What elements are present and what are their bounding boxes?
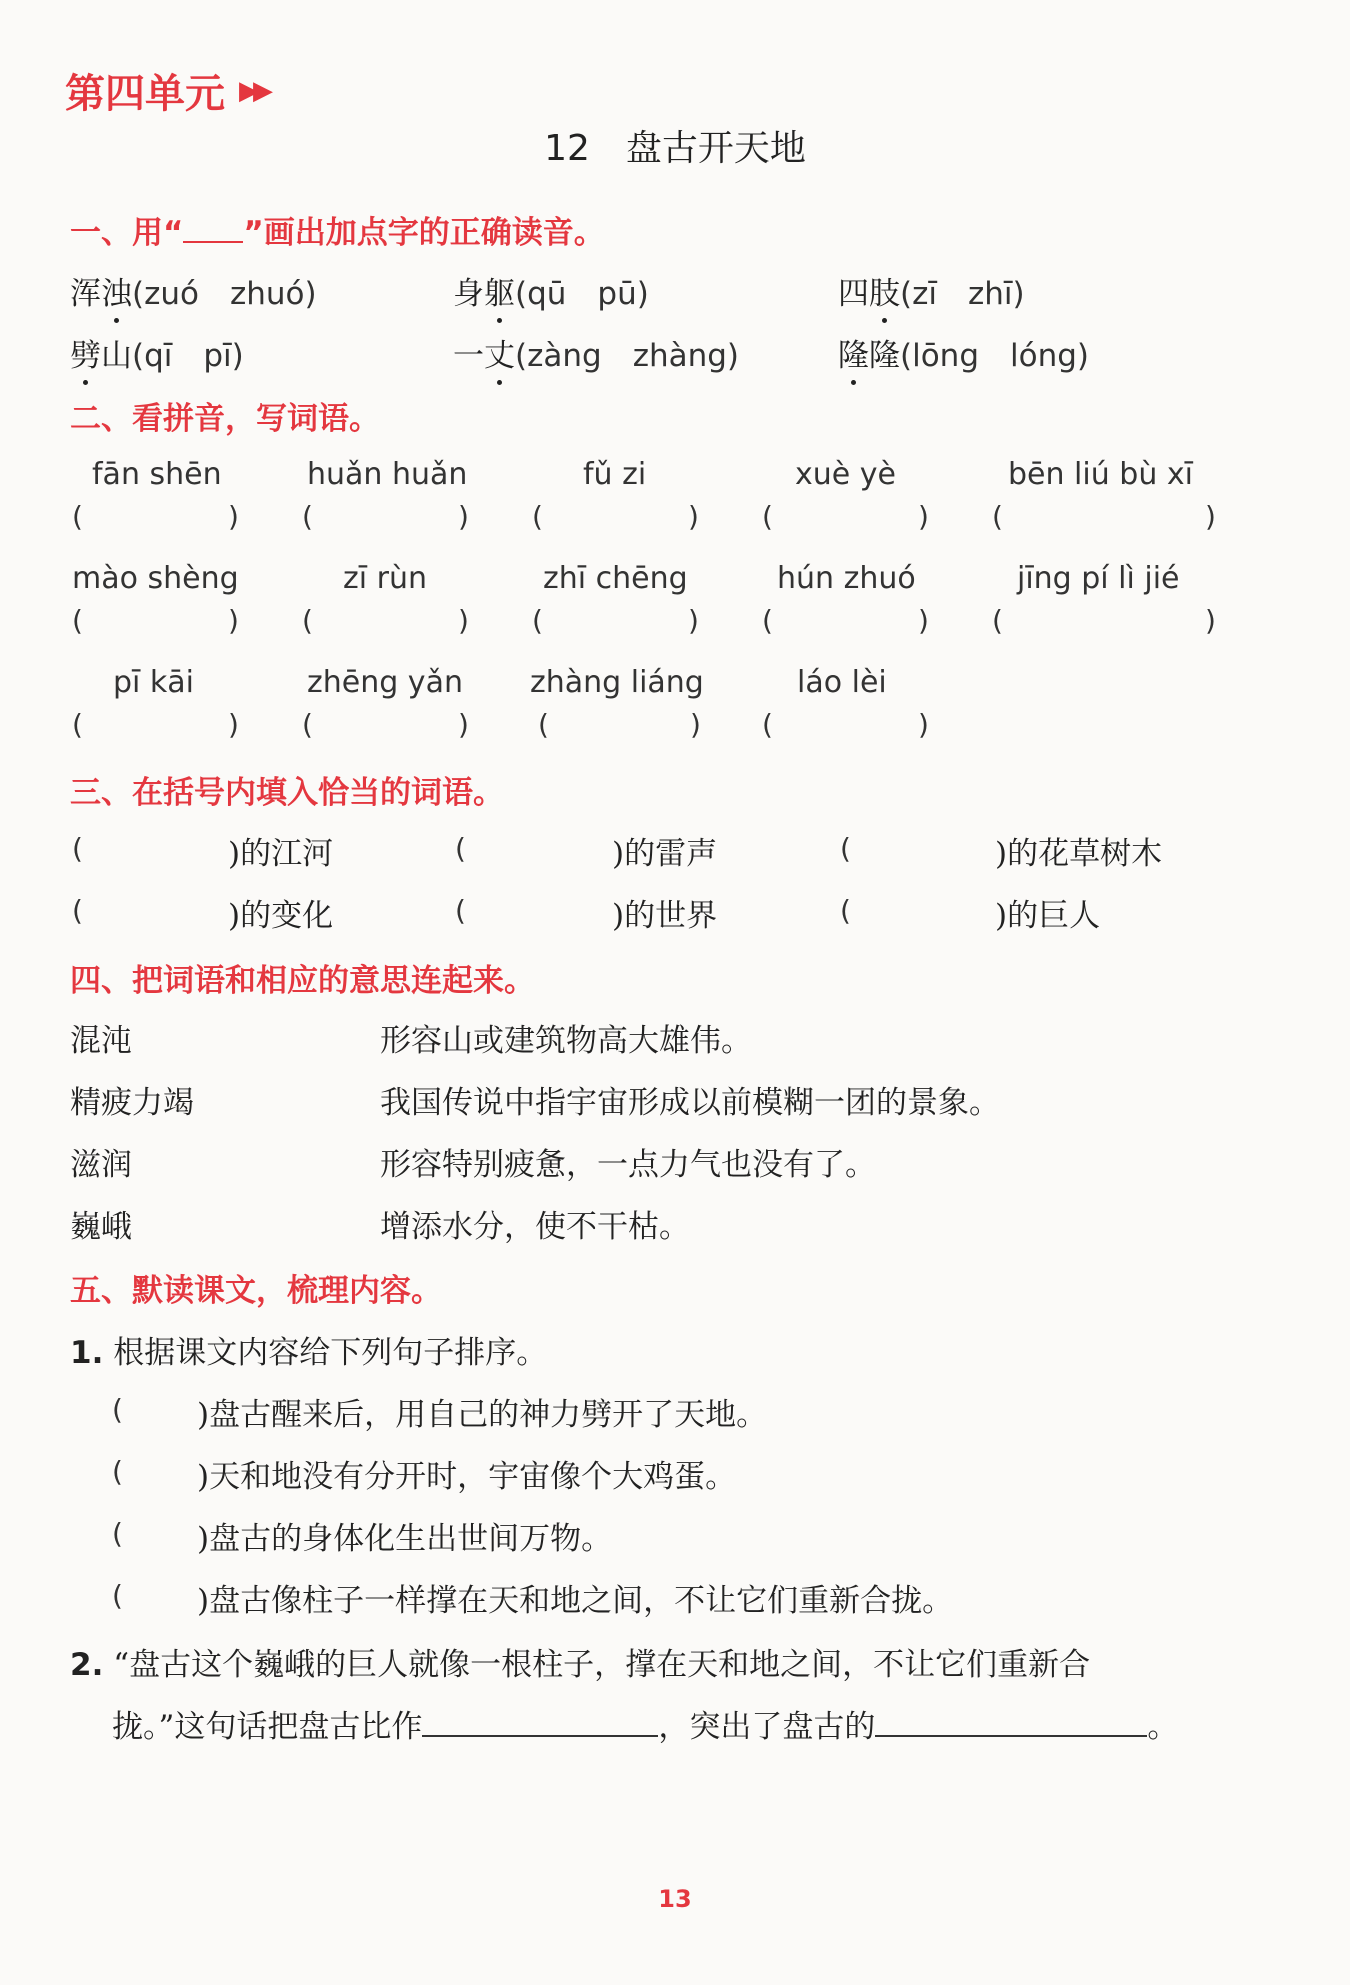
answer-paren-close: ) [458,708,469,741]
answer-paren-close: ) [1205,604,1216,637]
answer-paren-open[interactable]: ( [992,604,1003,637]
match-meaning[interactable]: 形容山或建筑物高大雄伟。 [380,1023,752,1059]
double-arrow-icon: ▶▶ [239,75,267,106]
dotted-char: 肢 [869,268,900,313]
pinyin-word: hún zhuó [777,561,916,596]
fill-paren-open[interactable]: ( [72,832,83,865]
unit-label [65,62,267,119]
answer-paren-open[interactable]: ( [992,500,1003,533]
question-1: 1. 根据课文内容给下列句子排序。 [70,1335,548,1371]
pinyin-word: pī kāi [113,665,195,700]
section3-heading: 三、在括号内填入恰当的词语。 [70,775,504,811]
answer-paren-open[interactable]: ( [72,500,83,533]
fill-paren-open[interactable]: ( [455,832,466,865]
order-paren[interactable]: ( [112,1455,123,1488]
order-paren[interactable]: ( [112,1393,123,1426]
lesson-title-text: 盘古开天地 [625,128,806,169]
dotted-char: 劈 [70,330,101,375]
pinyin-word: zī rùn [343,561,427,596]
answer-blank[interactable] [422,1705,658,1737]
reading-item: 浑浊(zuó zhuó) [70,268,317,313]
section1-heading: 一、用“ ”画出加点字的正确读音。 [70,215,605,251]
match-meaning[interactable]: 形容特别疲惫，一点力气也没有了。 [380,1147,876,1183]
match-meaning[interactable]: 增添水分，使不干枯。 [380,1209,690,1245]
pinyin-word: mào shèng [72,561,239,596]
reading-item: 一丈(zàng zhàng) [453,330,739,375]
fill-item: )的雷声 [612,836,718,872]
order-paren[interactable]: ( [112,1579,123,1612]
answer-paren-close: ) [918,708,929,741]
page-number: 13 [658,1885,692,1913]
fill-item: )的江河 [228,836,334,872]
pinyin-word: fǔ zi [583,457,647,492]
answer-paren-close: ) [228,604,239,637]
answer-blank[interactable] [875,1705,1147,1737]
answer-paren-close: ) [458,500,469,533]
fill-paren-open[interactable]: ( [72,894,83,927]
pinyin-word: huǎn huǎn [307,457,468,492]
match-word[interactable]: 精疲力竭 [70,1085,194,1121]
dotted-char: 浊 [101,268,132,313]
answer-paren-close: ) [1205,500,1216,533]
order-item: )盘古的身体化生出世间万物。 [197,1521,613,1557]
reading-item: 四肢(zī zhī) [838,268,1025,313]
answer-paren-close: ) [228,708,239,741]
answer-paren-open[interactable]: ( [72,604,83,637]
order-item: )盘古醒来后，用自己的神力劈开了天地。 [197,1397,768,1433]
fill-item: )的变化 [228,898,334,934]
section4-heading: 四、把词语和相应的意思连起来。 [70,963,535,999]
fill-paren-open[interactable]: ( [455,894,466,927]
section5-heading: 五、默读课文，梳理内容。 [70,1273,442,1309]
pinyin-word: xuè yè [795,457,896,492]
answer-paren-close: ) [918,500,929,533]
match-meaning[interactable]: 我国传说中指宇宙形成以前模糊一团的景象。 [380,1085,1000,1121]
dotted-char: 丈 [484,330,515,375]
pinyin-word: zhàng liáng [530,665,704,700]
pinyin-word: zhī chēng [543,561,688,596]
order-paren[interactable]: ( [112,1517,123,1550]
section2-heading: 二、看拼音，写词语。 [70,401,380,437]
pinyin-word: zhēng yǎn [307,665,463,700]
answer-paren-open[interactable]: ( [538,708,549,741]
answer-paren-close: ) [918,604,929,637]
pinyin-word: jīng pí lì jié [1017,561,1180,596]
heading-blank [183,217,243,243]
match-word[interactable]: 混沌 [70,1023,132,1059]
reading-item: 身躯(qū pū) [453,268,649,313]
answer-paren-open[interactable]: ( [302,708,313,741]
pinyin-word: fān shēn [92,457,222,492]
answer-paren-open[interactable]: ( [762,500,773,533]
pinyin-word: láo lèi [797,665,887,700]
answer-paren-open[interactable]: ( [532,500,543,533]
lesson-title [0,120,1350,171]
answer-paren-close: ) [690,708,701,741]
dotted-char: 隆 [838,330,869,375]
answer-paren-open[interactable]: ( [302,500,313,533]
answer-paren-open[interactable]: ( [302,604,313,637]
match-word[interactable]: 巍峨 [70,1209,132,1245]
question-2-line2: 拢。”这句话把盘古比作 ，突出了盘古的 。 [112,1701,1178,1746]
answer-paren-open[interactable]: ( [72,708,83,741]
reading-item: 劈山(qī pī) [70,330,244,375]
answer-paren-close: ) [688,500,699,533]
fill-item: )的巨人 [995,898,1101,934]
dotted-char: 躯 [484,268,515,313]
answer-paren-close: ) [228,500,239,533]
unit-label-text: 第四单元 [65,71,225,117]
match-word[interactable]: 滋润 [70,1147,132,1183]
question-2-line1: 2. “盘古这个巍峨的巨人就像一根柱子，撑在天和地之间，不让它们重新合 [70,1647,1091,1683]
answer-paren-open[interactable]: ( [762,708,773,741]
pinyin-word: bēn liú bù xī [1008,457,1193,492]
reading-item: 隆隆(lōng lóng) [838,330,1089,375]
answer-paren-open[interactable]: ( [762,604,773,637]
lesson-number: 12 [544,128,590,169]
order-item: )盘古像柱子一样撑在天和地之间，不让它们重新合拢。 [197,1583,954,1619]
answer-paren-close: ) [458,604,469,637]
fill-paren-open[interactable]: ( [840,832,851,865]
answer-paren-open[interactable]: ( [532,604,543,637]
order-item: )天和地没有分开时，宇宙像个大鸡蛋。 [197,1459,737,1495]
fill-item: )的世界 [612,898,718,934]
answer-paren-close: ) [688,604,699,637]
fill-item: )的花草树木 [995,836,1163,872]
fill-paren-open[interactable]: ( [840,894,851,927]
